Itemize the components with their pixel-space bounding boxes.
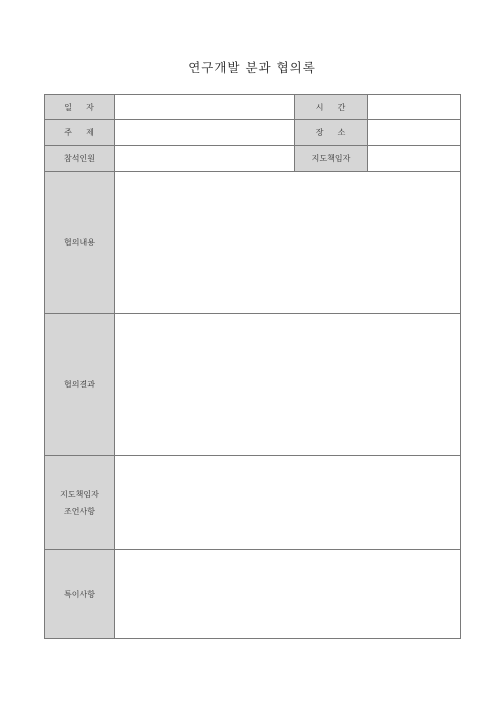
supervisor-label: 지도책임자 bbox=[295, 146, 368, 172]
attendees-label: 참석인원 bbox=[45, 146, 115, 172]
date-label: 일 자 bbox=[45, 95, 115, 120]
advice-label-line1: 지도책임자 bbox=[60, 489, 99, 499]
date-field[interactable] bbox=[115, 95, 295, 120]
page-title: 연구개발 분과 협의록 bbox=[188, 60, 316, 75]
subject-label: 주 제 bbox=[45, 120, 115, 146]
form-row-discussion bbox=[45, 172, 461, 314]
advice-label bbox=[45, 456, 115, 550]
discussion-field[interactable] bbox=[115, 172, 461, 314]
advice-field[interactable] bbox=[115, 456, 461, 550]
form-row-advice bbox=[45, 456, 461, 550]
result-label: 협의결과 bbox=[45, 314, 115, 456]
meeting-minutes-form bbox=[44, 94, 461, 639]
place-label: 장 소 bbox=[295, 120, 368, 146]
time-label: 시 간 bbox=[295, 95, 368, 120]
form-row-date-time bbox=[45, 95, 461, 120]
result-field[interactable] bbox=[115, 314, 461, 456]
advice-label-line2: 조언사항 bbox=[64, 506, 95, 516]
discussion-label: 협의내용 bbox=[45, 172, 115, 314]
form-row-subject-place bbox=[45, 120, 461, 146]
notes-field[interactable] bbox=[115, 550, 461, 639]
form-row-result bbox=[45, 314, 461, 456]
place-field[interactable] bbox=[368, 120, 461, 146]
time-field[interactable] bbox=[368, 95, 461, 120]
form-row-notes bbox=[45, 550, 461, 639]
subject-field[interactable] bbox=[115, 120, 295, 146]
form-row-attendees-supervisor bbox=[45, 146, 461, 172]
supervisor-field[interactable] bbox=[368, 146, 461, 172]
notes-label: 특이사항 bbox=[45, 550, 115, 639]
attendees-field[interactable] bbox=[115, 146, 295, 172]
